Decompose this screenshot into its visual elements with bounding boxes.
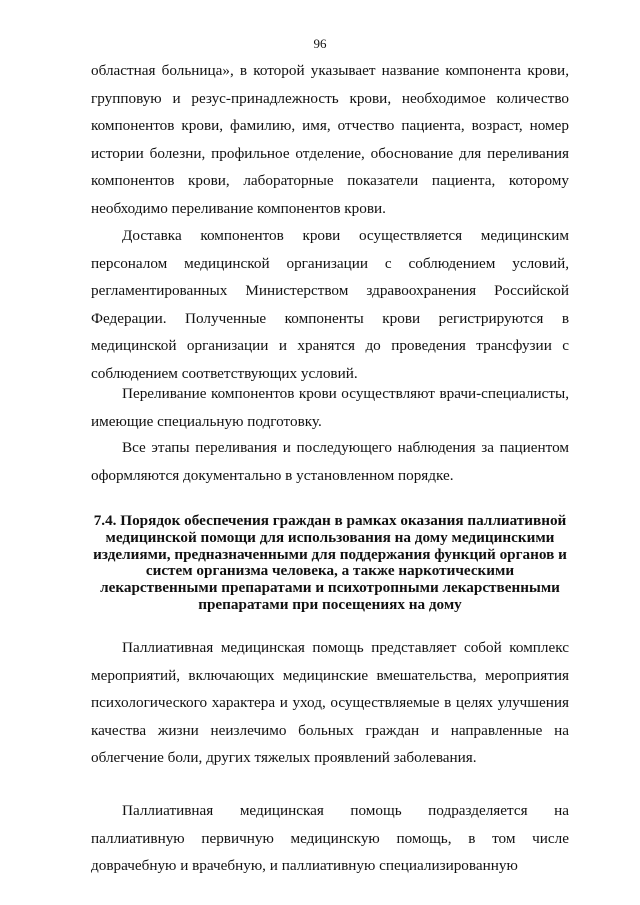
paragraph-blood-request: областная больница», в которой указывает название компонента крови, групповую и резус-принадлежность крови, необходимое количество компонентов крови, фамилию, имя, отчество пациента, возраст, номер истории болезни, профильное отделение, обоснование для переливания компонентов крови, лабораторные показатели пациента, которому необходимо переливание компонентов крови. [91,62,569,217]
paragraph-palliative-types: Паллиативная медицинская помощь подразделяется на паллиативную первичную медицинскую помощь, в том числе доврачебную и врачебную, и паллиативную специализированную [91,802,569,875]
paragraph-blood-delivery: Доставка компонентов крови осуществляется медицинским персоналом медицинской организации с соблюдением условий, регламентированных Министерством здравоохранения Российской Федерации. Полученные компоненты крови регистрируются в медицинской организации и хранятся до проведения трансфузии с соблюдением соответствующих условий. [91,227,569,382]
paragraph-palliative-definition: Паллиативная медицинская помощь представляет собой комплекс мероприятий, включающих медицинские вмешательства, мероприятия психологического характера и уход, осуществляемые в целях улучшения качества жизни неизлечимо больных граждан и направленные на облегчение боли, других тяжелых проявлений заболевания. [91,639,569,767]
section-heading: 7.4. Порядок обеспечения граждан в рамках оказания паллиативной медицинской помощи для использования на дому медицинскими изделиями, предназначенными для поддержания функций органов и систем организма человека, а также наркотическими лекарственными препаратами и психотропными лекарственными препаратами при посещениях на дому [93,512,567,613]
paragraph-documentation: Все этапы переливания и последующего наблюдения за пациентом оформляются документально в установленном порядке. [91,439,569,484]
paragraph-transfusion-specialists: Переливание компонентов крови осуществляют врачи-специалисты, имеющие специальную подготовку. [91,385,569,430]
page-number: 96 [313,36,327,51]
